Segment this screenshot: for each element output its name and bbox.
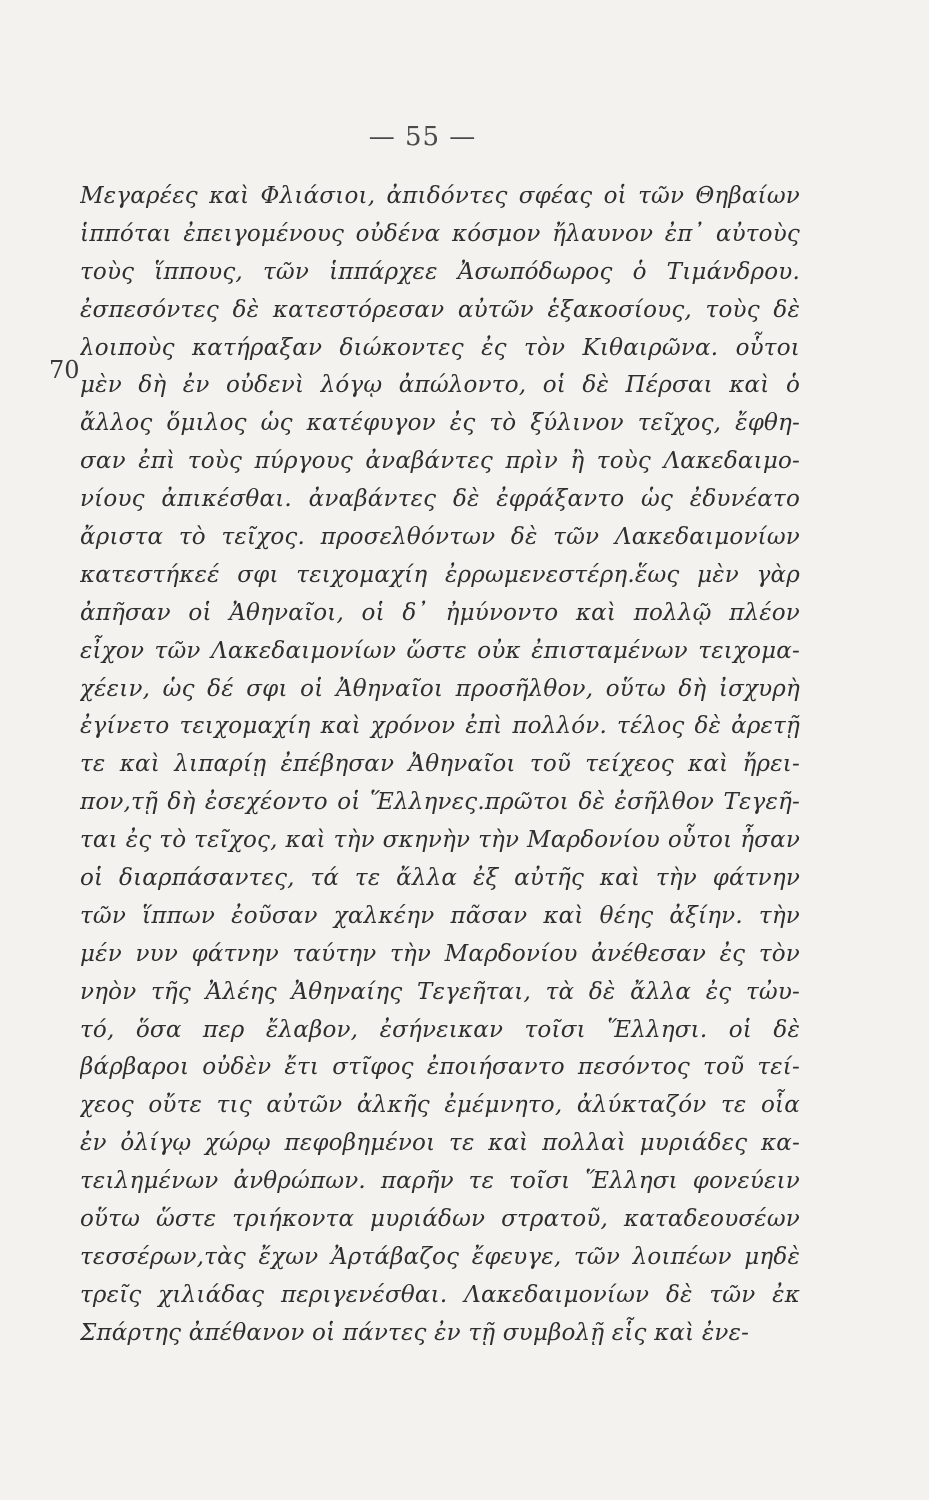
text-line: ἐγίνετο τειχομαχίη καὶ χρόνον ἐπὶ πολλόν. τέλος δὲ ἀρετῇ <box>80 713 800 740</box>
text-line: ται ἐς τὸ τεῖχος, καὶ τὴν σκηνὴν τὴν Μαρδονίου οὗτοι ἦσαν <box>80 827 800 854</box>
text-line: σαν ἐπὶ τοὺς πύργους ἀναβάντες πρὶν ἢ τοὺς Λακεδαιμο- <box>80 448 800 475</box>
text-line: Σπάρτης ἀπέθανον οἱ πάντες ἐν τῇ συμβολῇ εἷς καὶ ἐνε- <box>80 1319 750 1346</box>
text-line: τοὺς ἵππους, τῶν ἱππάρχεε Ἀσωπόδωρος ὁ Τιμάνδρου. <box>80 258 800 285</box>
text-line: τρεῖς χιλιάδας περιγενέσθαι. Λακεδαιμονίων δὲ τῶν ἐκ <box>80 1281 800 1308</box>
text-line: νίους ἀπικέσθαι. ἀναβάντες δὲ ἐφράξαντο ὡς ἐδυνέατο <box>80 486 800 513</box>
line-number-marker: 70 <box>49 356 80 384</box>
text-line: χεος οὔτε τις αὐτῶν ἀλκῆς ἐμέμνητο, ἀλύκταζόν τε οἷα <box>80 1092 800 1119</box>
text-line: βάρβαροι οὐδὲν ἔτι στῖφος ἐποιήσαντο πεσόντος τοῦ τεί- <box>80 1054 800 1081</box>
text-line: λοιποὺς κατήραξαν διώκοντες ἐς τὸν Κιθαιρῶνα. οὗτοι <box>80 334 800 361</box>
text-line: τό, ὅσα περ ἔλαβον, ἐσήνεικαν τοῖσι Ἕλλησι. οἱ δὲ <box>80 1016 800 1043</box>
text-line: μέν νυν φάτνην ταύτην τὴν Μαρδονίου ἀνέθεσαν ἐς τὸν <box>80 940 800 967</box>
text-line: τῶν ἵππων ἐοῦσαν χαλκέην πᾶσαν καὶ θέης ἀξίην. τὴν <box>80 902 800 929</box>
text-line: μὲν δὴ ἐν οὐδενὶ λόγῳ ἀπώλοντο, οἱ δὲ Πέρσαι καὶ ὁ <box>80 372 800 399</box>
text-line: οἱ διαρπάσαντες, τά τε ἄλλα ἐξ αὐτῆς καὶ τὴν φάτνην <box>80 865 800 892</box>
text-line: τειλημένων ἀνθρώπων. παρῆν τε τοῖσι Ἕλλησι φονεύειν <box>80 1168 800 1195</box>
text-line: ἐν ὀλίγῳ χώρῳ πεφοβημένοι τε καὶ πολλαὶ μυριάδες κα- <box>80 1130 800 1157</box>
text-line: εἶχον τῶν Λακεδαιμονίων ὥστε οὐκ ἐπισταμένων τειχομα- <box>80 637 800 664</box>
text-line: τεσσέρων,τὰς ἔχων Ἀρτάβαζος ἔφευγε, τῶν λοιπέων μηδὲ <box>80 1243 800 1270</box>
text-line: κατεστήκεέ σφι τειχομαχίη ἐρρωμενεστέρη.ἕως μὲν γὰρ <box>80 561 800 588</box>
text-line: ἄριστα τὸ τεῖχος. προσελθόντων δὲ τῶν Λακεδαιμονίων <box>80 524 800 551</box>
page-number: — 55 — <box>368 122 477 152</box>
text-line: ἄλλος ὅμιλος ὡς κατέφυγον ἐς τὸ ξύλινον τεῖχος, ἔφθη- <box>80 410 800 437</box>
text-line: οὕτω ὥστε τριήκοντα μυριάδων στρατοῦ, καταδεουσέων <box>80 1206 800 1233</box>
text-line: τε καὶ λιπαρίῃ ἐπέβησαν Ἀθηναῖοι τοῦ τείχεος καὶ ἤρει- <box>80 751 800 778</box>
body-text <box>80 178 800 1353</box>
text-line: νηὸν τῆς Ἀλέης Ἀθηναίης Τεγεῆται, τὰ δὲ ἄλλα ἐς τὠυ- <box>80 978 800 1005</box>
text-line: ἐσπεσόντες δὲ κατεστόρεσαν αὐτῶν ἑξακοσίους, τοὺς δὲ <box>80 296 800 323</box>
text-line: πον,τῇ δὴ ἐσεχέοντο οἱ Ἕλληνες.πρῶτοι δὲ ἐσῆλθον Τεγεῆ- <box>80 789 800 816</box>
text-line: ἱππόται ἐπειγομένους οὐδένα κόσμον ἤλαυνον ἐπ᾽ αὐτοὺς <box>80 220 800 247</box>
text-line: Μεγαρέες καὶ Φλιάσιοι, ἀπιδόντες σφέας οἱ τῶν Θηβαίων <box>80 183 800 209</box>
text-line: ἀπῆσαν οἱ Ἀθηναῖοι, οἱ δ᾽ ἠμύνοντο καὶ πολλῷ πλέον <box>80 599 800 626</box>
text-line: χέειν, ὡς δέ σφι οἱ Ἀθηναῖοι προσῆλθον, οὕτω δὴ ἰσχυρὴ <box>80 675 800 702</box>
